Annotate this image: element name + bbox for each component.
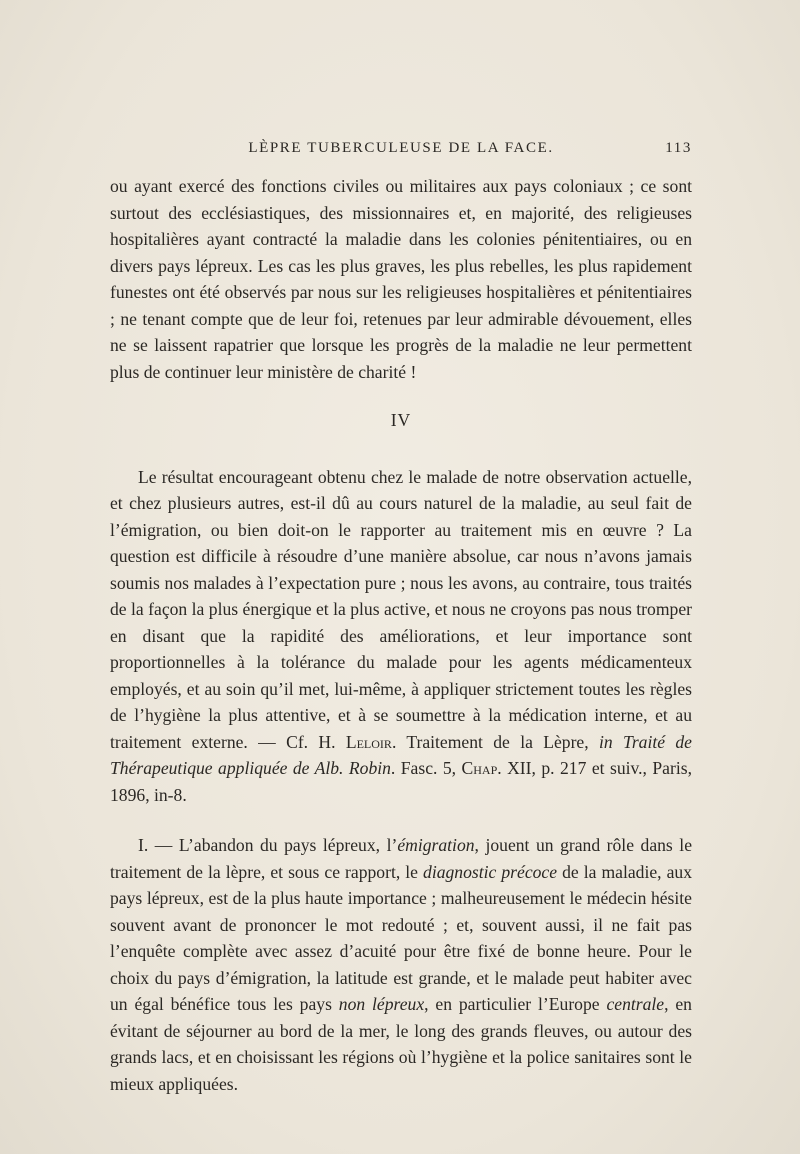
paragraph-continuation: ou ayant exercé des fonctions civiles ou militaires aux pays coloniaux ; ce sont surtout des ecclésiastiques, des missionnaires et, en majorité, des religieuses hospitalières ayant contracté la maladie dans les colonies pénitentiaires, ou en divers pays lépreux. Les cas les plus graves, les plus rebelles, les plus rapidement funestes ont été observés par nous sur les religieuses hospitalières et pénitentiaires ; ne tenant compte que de leur foi, retenues par leur admirable dévouement, elles ne se laissent rapatrier que lorsque les progrès de la maladie ne leur permettent plus de continuer leur ministère de charité ! [110, 176, 692, 382]
author-name: Leloir [345, 731, 392, 752]
running-header [110, 140, 692, 164]
footnote-part-d: , en évitant de séjourner au bord de la mer, le long des grands fleuves, ou autour des grands lacs, et en choisissant les régions où l’hygiène et la police sanitaires sont le mieux appliquées. [110, 994, 692, 1094]
citation-ending: XII, p. 217 et suiv., Paris, 1896, in-8. [110, 758, 692, 805]
citation-title: . Traitement de la Lèpre, [391, 731, 599, 752]
page-number: 113 [665, 140, 692, 156]
footnote-emigration: émigration [397, 835, 475, 855]
footnote-part-b: de la maladie, aux pays lépreux, est de la plus haute importance ; malheureusement le médecin hésite souvent avant de prononcer le mot redouté ; et, souvent aussi, il ne fait pas l’enquête complète avec assez d’acuité pour être fixé de bonne heure. Pour le choix du pays d’émigration, la latitude est grande, et le malade peut habiter avec un égal bénéfice tous les pays [110, 861, 692, 1014]
footnote-centrale: centrale [606, 994, 665, 1014]
citation-fasc: . Fasc. 5, [390, 758, 462, 778]
footnote-start: I. — L’abandon du pays lépreux, l’ [138, 835, 398, 855]
body-text [110, 173, 692, 1097]
citation-work: in Traité de Thérapeutique appliquée de Alb. Robin [110, 731, 692, 778]
section-heading: IV [390, 410, 412, 430]
footnote [110, 832, 692, 1097]
footnote-part-c: , en particulier l’Europe [424, 994, 607, 1014]
footnote-diagnostic: diagnostic précoce [423, 861, 558, 882]
citation-chap: Chap. [461, 758, 502, 778]
footnote-non-lepreux: non lépreux [338, 994, 425, 1014]
paragraph-result-text: Le résultat encourageant obtenu chez le malade de notre observation actuelle, et chez plusieurs autres, est-il dû au cours naturel de la maladie, au seul fait de l’émigration, ou bien doit-on le rapporter au traitement mis en œuvre ? La question est difficile à résoudre d’une manière absolue, car nous n’avons jamais soumis nos malades à l’expectation pure ; nous les avons, au contraire, tous traités de la façon la plus énergique et la plus active, et nous ne croyons pas nous tromper en disant que la rapidité des améliorations, et leur importance sont proportionnelles à la tolérance du malade pour les agents médicamenteux employés, et au soin qu’il met, lui-même, à appliquer strictement toutes les règles de l’hygiène la plus attentive, et à se soumettre à la médication interne, et au traitement externe. — Cf. H. [110, 466, 692, 752]
running-title: LÈPRE TUBERCULEUSE DE LA FACE. [248, 140, 554, 156]
footnote-part-a: , jouent un grand rôle dans le traitement de la lèpre, et sous ce rapport, le [110, 835, 692, 882]
paragraph-result [110, 464, 692, 809]
